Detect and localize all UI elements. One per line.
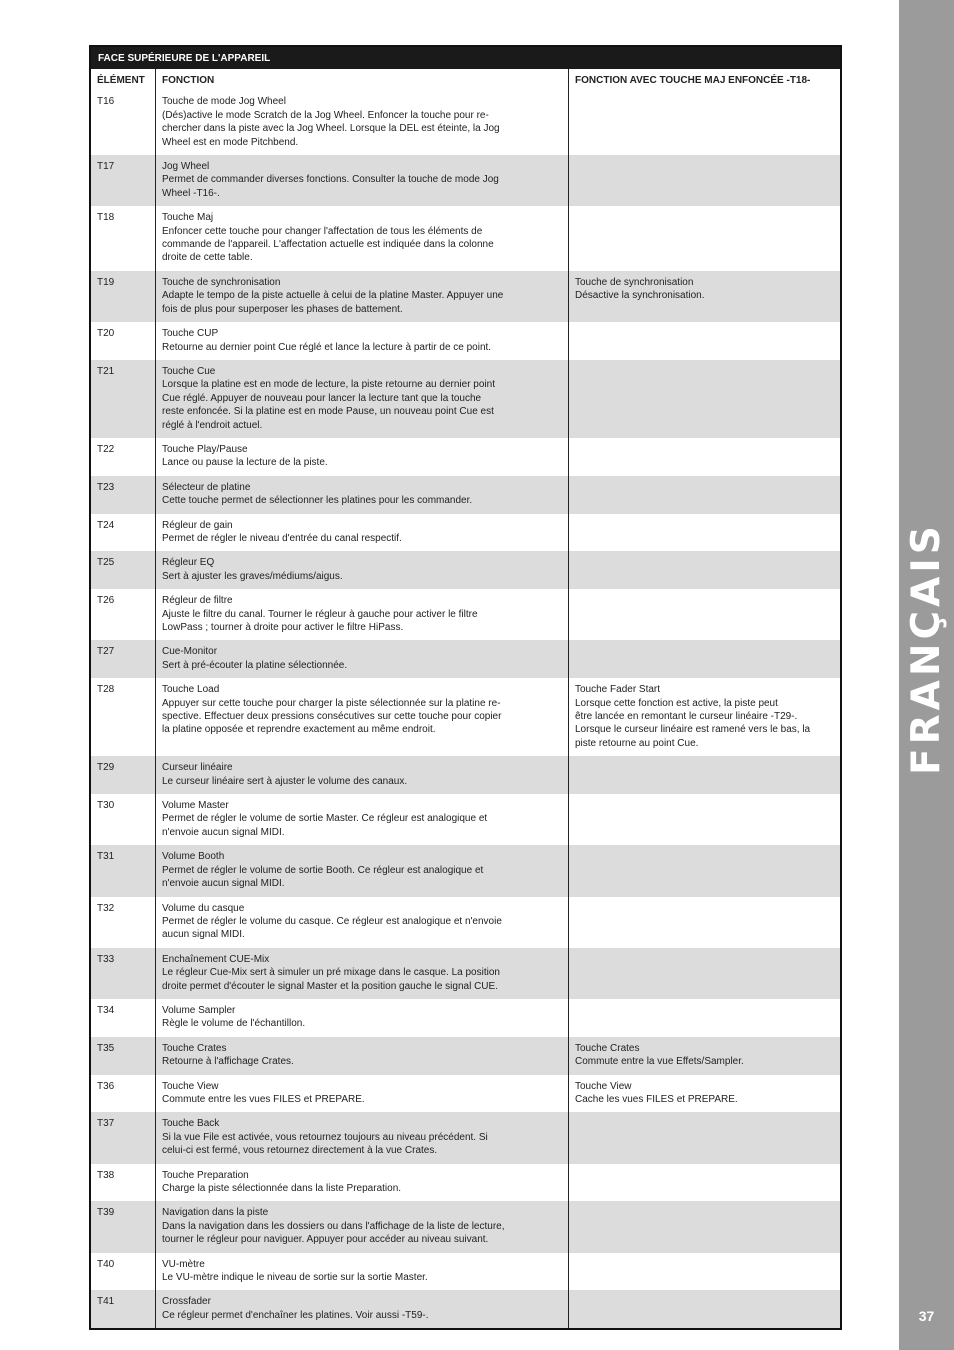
table-title: FACE SUPÉRIEURE DE L'APPAREIL (91, 47, 840, 69)
function-cell (156, 1075, 569, 1113)
function-description-line: Dans la navigation dans les dossiers ou dans l'affichage de la liste de lecture, (162, 1220, 505, 1232)
shift-function-cell (569, 476, 840, 514)
function-name: Crossfader (162, 1296, 211, 1308)
function-description-line: Permet de commander diverses fonctions. Consulter la touche de mode Jog (162, 174, 499, 186)
function-name: Touche Load (162, 684, 220, 696)
shift-function-name: Touche Crates (575, 1042, 640, 1054)
table-row (91, 551, 840, 589)
function-name: Touche Back (162, 1118, 220, 1130)
table-row (91, 640, 840, 678)
function-name: Régleur EQ (162, 557, 215, 569)
function-name: Volume Sampler (162, 1004, 236, 1016)
function-description-line: reste enfoncée. Si la platine est en mode Pause, un nouveau point Cue est (162, 406, 494, 418)
function-description-line: Permet de régler le volume du casque. Ce régleur est analogique et n'envoie (162, 915, 502, 927)
element-id: T24 (91, 514, 156, 552)
table-row (91, 514, 840, 552)
function-name: Touche Maj (162, 212, 214, 224)
function-description-line: Le VU-mètre indique le niveau de sortie sur la sortie Master. (162, 1272, 428, 1284)
function-description-line: chercher dans la piste avec la Jog Wheel. Lorsque la DEL est éteinte, la Jog (162, 123, 500, 135)
shift-function-cell (569, 999, 840, 1037)
function-description-line: Sert à pré-écouter la platine sélectionnée. (162, 659, 348, 671)
shift-function-cell (569, 589, 840, 640)
table-row (91, 322, 840, 360)
element-id: T29 (91, 756, 156, 794)
table-header-row (91, 69, 840, 90)
table-body (91, 90, 840, 1328)
shift-function-cell (569, 756, 840, 794)
function-description-line: Cue réglé. Appuyer de nouveau pour lancer la lecture tant que la touche (162, 392, 482, 404)
element-id: T28 (91, 678, 156, 756)
table-row (91, 1037, 840, 1075)
function-description-line: Wheel est en mode Pitchbend. (162, 136, 299, 148)
shift-function-cell (569, 1164, 840, 1202)
element-id: T40 (91, 1253, 156, 1291)
function-name: Cue-Monitor (162, 646, 218, 658)
shift-function-description-line: Désactive la synchronisation. (575, 290, 705, 302)
element-id: T32 (91, 897, 156, 948)
function-name: Touche de mode Jog Wheel (162, 96, 286, 108)
function-name: Navigation dans la piste (162, 1207, 269, 1219)
function-cell (156, 155, 569, 206)
shift-function-cell (569, 897, 840, 948)
table-row (91, 90, 840, 155)
shift-function-cell (569, 206, 840, 271)
function-name: VU-mètre (162, 1258, 205, 1270)
shift-function-cell (569, 155, 840, 206)
function-description-line: Charge la piste sélectionnée dans la liste Preparation. (162, 1183, 402, 1194)
shift-function-cell (569, 845, 840, 896)
element-id: T20 (91, 322, 156, 360)
table-row (91, 678, 840, 756)
table-row (91, 206, 840, 271)
header-function: FONCTION (156, 69, 569, 90)
element-id: T27 (91, 640, 156, 678)
element-id: T16 (91, 90, 156, 155)
function-description-line: la platine opposée et reprendre exactement au même endroit. (162, 724, 436, 736)
function-cell (156, 1253, 569, 1291)
function-description-line: droite permet d'écouter le signal Master et la position gauche le signal CUE. (162, 980, 498, 992)
shift-function-description-line: Lorsque cette fonction est active, la piste peut (575, 697, 778, 709)
header-element: ÉLÉMENT (91, 69, 156, 90)
function-description-line: tourner le régleur pour naviguer. Appuyer pour accéder au niveau suivant. (162, 1234, 489, 1246)
function-cell (156, 640, 569, 678)
function-cell (156, 1112, 569, 1163)
function-name: Curseur linéaire (162, 762, 233, 774)
shift-function-description-line: Cache les vues FILES et PREPARE. (575, 1093, 738, 1105)
header-shift-function: FONCTION AVEC TOUCHE MAJ ENFONCÉE -T18- (575, 75, 811, 86)
function-description-line: Permet de régler le niveau d'entrée du canal respectif. (162, 532, 402, 544)
shift-function-description-line: Lorsque le curseur linéaire est ramené vers le bas, la (575, 724, 811, 736)
shift-function-cell (569, 678, 840, 756)
function-name: Enchaînement CUE-Mix (162, 953, 270, 965)
language-label: FRANÇAIS (904, 522, 949, 775)
function-cell (156, 438, 569, 476)
function-name: Volume du casque (162, 902, 245, 914)
shift-function-cell (569, 1201, 840, 1252)
function-description-line: Permet de régler le volume de sortie Master. Ce régleur est analogique et (162, 813, 488, 825)
shift-function-name: Touche de synchronisation (575, 276, 694, 288)
function-description-line: Enfoncer cette touche pour changer l'affectation de tous les éléments de (162, 225, 483, 237)
function-description-line: commande de l'appareil. L'affectation actuelle est indiquée dans la colonne (162, 239, 494, 251)
table-row (91, 1075, 840, 1113)
function-cell (156, 948, 569, 999)
shift-function-cell (569, 640, 840, 678)
function-description-line: Wheel -T16-. (162, 187, 220, 199)
function-cell (156, 1201, 569, 1252)
element-id: T39 (91, 1201, 156, 1252)
element-id: T19 (91, 271, 156, 322)
page-number: 37 (918, 1308, 935, 1324)
function-cell (156, 589, 569, 640)
function-cell (156, 360, 569, 438)
function-cell (156, 514, 569, 552)
table-row (91, 1290, 840, 1328)
function-cell (156, 90, 569, 155)
function-description-line: Appuyer sur cette touche pour charger la piste sélectionnée sur la platine re- (162, 697, 501, 709)
function-name: Sélecteur de platine (162, 481, 251, 493)
function-description-line: Retourne à l'affichage Crates. (162, 1056, 294, 1068)
shift-function-description-line: piste retourne au point Cue. (575, 737, 699, 749)
function-cell (156, 551, 569, 589)
function-cell (156, 1290, 569, 1328)
element-id: T34 (91, 999, 156, 1037)
function-cell (156, 1164, 569, 1202)
shift-function-cell (569, 514, 840, 552)
element-id: T37 (91, 1112, 156, 1163)
function-cell (156, 794, 569, 845)
function-cell (156, 322, 569, 360)
function-description-line: Cette touche permet de sélectionner les platines pour les commander. (162, 495, 473, 507)
shift-function-cell (569, 360, 840, 438)
table-row (91, 438, 840, 476)
element-id: T36 (91, 1075, 156, 1113)
function-name: Régleur de filtre (162, 595, 233, 607)
function-description-line: n'envoie aucun signal MIDI. (162, 826, 285, 838)
function-description-line: Lance ou pause la lecture de la piste. (162, 457, 328, 469)
table-row (91, 897, 840, 948)
shift-function-cell (569, 438, 840, 476)
shift-function-description-line: être lancée en remontant le curseur linéaire -T29-. (575, 711, 798, 723)
element-id: T26 (91, 589, 156, 640)
function-description-line: Règle le volume de l'échantillon. (162, 1018, 306, 1030)
element-id: T23 (91, 476, 156, 514)
function-description-line: fois de plus pour superposer les phases de battement. (162, 303, 403, 315)
element-id: T31 (91, 845, 156, 896)
table-row (91, 271, 840, 322)
shift-function-cell (569, 1290, 840, 1328)
element-id: T41 (91, 1290, 156, 1328)
function-cell (156, 845, 569, 896)
function-name: Touche CUP (162, 328, 219, 340)
table-row (91, 476, 840, 514)
function-description-line: réglé à l'endroit actuel. (162, 419, 263, 431)
table-row (91, 999, 840, 1037)
shift-function-cell (569, 948, 840, 999)
function-name: Touche Crates (162, 1042, 227, 1054)
shift-function-cell (569, 1253, 840, 1291)
function-description-line: LowPass ; tourner à droite pour activer le filtre HiPass. (162, 622, 404, 633)
shift-function-cell (569, 1112, 840, 1163)
function-cell (156, 756, 569, 794)
shift-function-description-line: Commute entre la vue Effets/Sampler. (575, 1056, 744, 1068)
function-description-line: droite de cette table. (162, 252, 253, 264)
table-row (91, 1253, 840, 1291)
function-cell (156, 476, 569, 514)
function-name: Touche View (162, 1080, 219, 1092)
shift-function-cell (569, 322, 840, 360)
element-id: T18 (91, 206, 156, 271)
function-description-line: Retourne au dernier point Cue réglé et lance la lecture à partir de ce point. (162, 341, 492, 353)
function-table (89, 45, 842, 1330)
function-cell (156, 999, 569, 1037)
function-description-line: spective. Effectuer deux pressions consécutives sur cette touche pour copier (162, 711, 502, 723)
function-description-line: Commute entre les vues FILES et PREPARE. (162, 1093, 365, 1105)
element-id: T38 (91, 1164, 156, 1202)
function-cell (156, 1037, 569, 1075)
shift-function-cell (569, 1037, 840, 1075)
table-row (91, 756, 840, 794)
function-cell (156, 678, 569, 756)
element-id: T30 (91, 794, 156, 845)
function-name: Touche Cue (162, 365, 216, 377)
shift-function-cell (569, 90, 840, 155)
function-name: Jog Wheel (162, 161, 210, 173)
element-id: T33 (91, 948, 156, 999)
function-name: Volume Booth (162, 851, 225, 863)
element-id: T17 (91, 155, 156, 206)
table-row (91, 845, 840, 896)
shift-function-name: Touche View (575, 1080, 632, 1092)
function-name: Touche Preparation (162, 1169, 249, 1181)
function-description-line: n'envoie aucun signal MIDI. (162, 878, 285, 890)
function-name: Touche Play/Pause (162, 443, 248, 455)
table-row (91, 948, 840, 999)
element-id: T21 (91, 360, 156, 438)
shift-function-cell (569, 271, 840, 322)
function-cell (156, 271, 569, 322)
table-row (91, 589, 840, 640)
table-row (91, 1112, 840, 1163)
function-description-line: Si la vue File est activée, vous retournez toujours au niveau précédent. Si (162, 1131, 488, 1143)
function-cell (156, 206, 569, 271)
function-name: Volume Master (162, 800, 229, 812)
function-description-line: Permet de régler le volume de sortie Booth. Ce régleur est analogique et (162, 864, 484, 876)
function-description-line: Adapte le tempo de la piste actuelle à celui de la platine Master. Appuyer une (162, 290, 504, 302)
function-description-line: celui-ci est fermé, vous retournez directement à la vue Crates. (162, 1145, 438, 1157)
table-row (91, 1201, 840, 1252)
shift-function-cell (569, 794, 840, 845)
table-row (91, 1164, 840, 1202)
function-name: Touche de synchronisation (162, 276, 281, 288)
table-row (91, 155, 840, 206)
function-name: Régleur de gain (162, 519, 233, 531)
function-cell (156, 897, 569, 948)
function-description-line: Ce régleur permet d'enchaîner les platines. Voir aussi -T59-. (162, 1309, 429, 1321)
element-id: T22 (91, 438, 156, 476)
table-row (91, 360, 840, 438)
function-description-line: Lorsque la platine est en mode de lecture, la piste retourne au dernier point (162, 379, 495, 391)
function-description-line: Ajuste le filtre du canal. Tourner le régleur à gauche pour activer le filtre (162, 608, 478, 620)
element-id: T25 (91, 551, 156, 589)
function-description-line: Le curseur linéaire sert à ajuster le volume des canaux. (162, 775, 408, 787)
shift-function-name: Touche Fader Start (575, 684, 661, 696)
shift-function-cell (569, 1075, 840, 1113)
element-id: T35 (91, 1037, 156, 1075)
table-row (91, 794, 840, 845)
function-description-line: Le régleur Cue-Mix sert à simuler un pré mixage dans le casque. La position (162, 967, 500, 979)
function-description-line: Sert à ajuster les graves/médiums/aigus. (162, 570, 343, 582)
function-description-line: (Dés)active le mode Scratch de la Jog Wheel. Enfoncer la touche pour re- (162, 109, 489, 121)
function-description-line: aucun signal MIDI. (162, 929, 245, 941)
shift-function-cell (569, 551, 840, 589)
